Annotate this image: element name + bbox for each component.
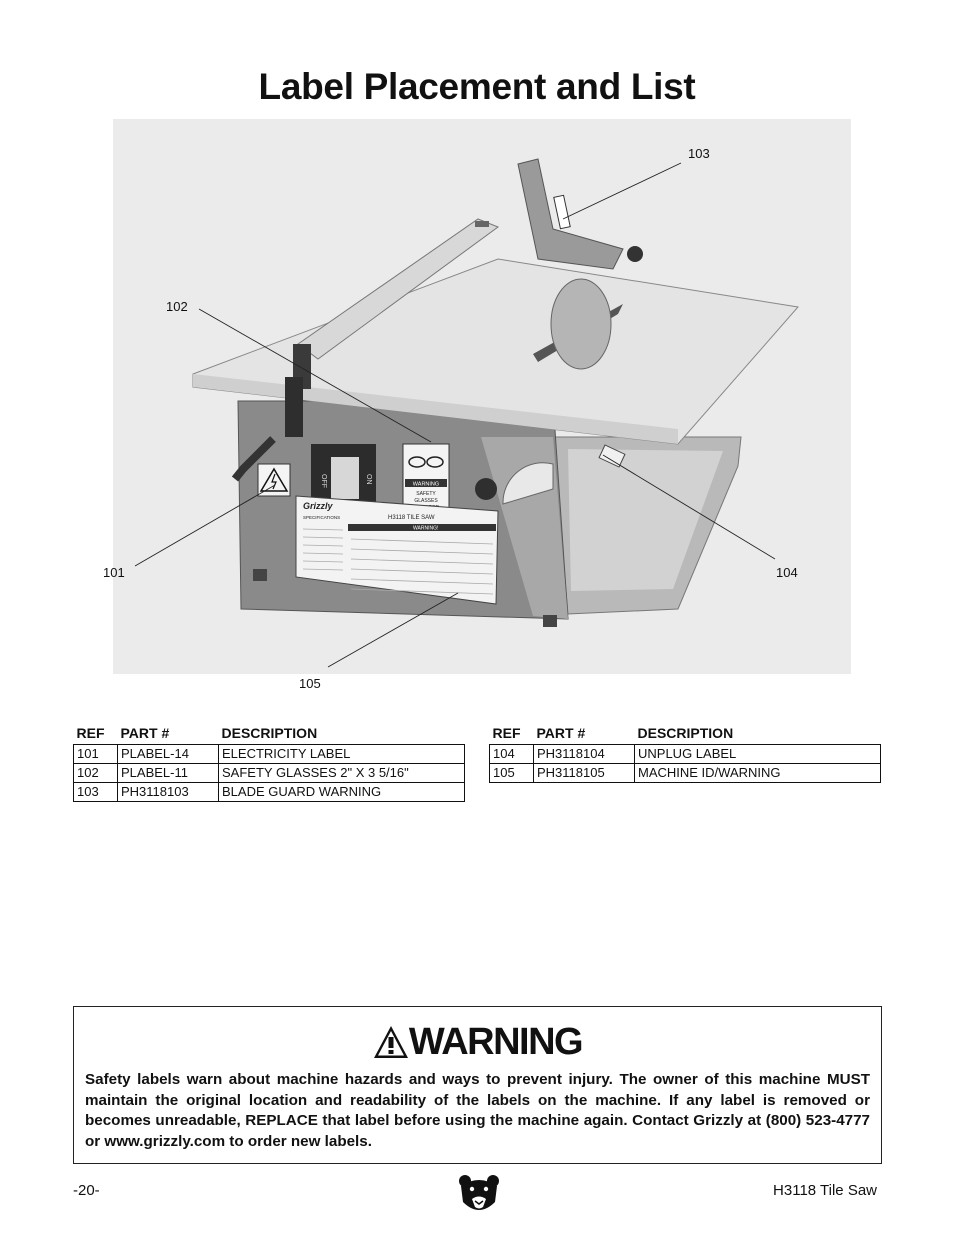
switch-on-text: ON xyxy=(365,474,372,485)
cell-ref: 105 xyxy=(490,763,534,782)
cell-part: PH3118104 xyxy=(534,744,635,763)
brand-text: Grizzly xyxy=(303,501,333,511)
col-header-part: PART # xyxy=(120,724,170,741)
cell-part: PH3118103 xyxy=(118,782,219,801)
warning-triangle-icon xyxy=(373,1025,409,1059)
tile-saw-illustration xyxy=(113,119,851,674)
callout-103: 103 xyxy=(688,146,710,161)
warning-box xyxy=(73,1006,882,1164)
specifications-text: SPECIFICATIONS xyxy=(303,515,341,520)
cell-ref: 102 xyxy=(74,763,118,782)
table-row xyxy=(490,744,881,763)
cell-description: MACHINE ID/WARNING xyxy=(635,763,881,782)
blade xyxy=(551,279,611,369)
glasses-line1-text: SAFETY xyxy=(416,491,436,497)
id-title-text: H3118 TILE SAW xyxy=(388,515,435,521)
grizzly-bear-logo-icon xyxy=(457,1172,501,1216)
table-row xyxy=(74,782,465,801)
glasses-warning-text: WARNING xyxy=(412,481,440,488)
cell-ref: 103 xyxy=(74,782,118,801)
model-name: H3118 Tile Saw xyxy=(773,1182,877,1199)
table-row xyxy=(74,744,465,763)
foot xyxy=(543,615,557,627)
callout-102: 102 xyxy=(166,299,188,314)
cell-description: BLADE GUARD WARNING xyxy=(219,782,465,801)
callout-105: 105 xyxy=(299,676,321,691)
guard-knob xyxy=(627,246,643,262)
switch-off-text: OFF xyxy=(320,474,327,488)
col-header-part: PART # xyxy=(536,724,586,741)
warning-heading-text: WARNING xyxy=(408,1021,583,1063)
cell-description: SAFETY GLASSES 2" X 3 5/16" xyxy=(219,763,465,782)
blade-guard-warning-label xyxy=(554,195,570,228)
table-row xyxy=(74,763,465,782)
glasses-line2-text: GLASSES xyxy=(414,498,438,504)
cell-part: PH3118105 xyxy=(534,763,635,782)
tile-saw-figure xyxy=(103,119,851,691)
cell-part: PLABEL-14 xyxy=(118,744,219,763)
cell-description: UNPLUG LABEL xyxy=(635,744,881,763)
blade-guard xyxy=(518,159,623,269)
col-header-description: DESCRIPTION xyxy=(221,724,318,741)
col-header-ref: REF xyxy=(492,724,521,741)
callout-104: 104 xyxy=(776,565,798,580)
page-number: -20- xyxy=(73,1182,100,1199)
callout-101: 101 xyxy=(103,565,125,580)
cell-description: ELECTRICITY LABEL xyxy=(219,744,465,763)
parts-table-left xyxy=(73,724,465,802)
cell-ref: 104 xyxy=(490,744,534,763)
id-warning-text: WARNING! xyxy=(413,525,439,532)
page-title: Label Placement and List xyxy=(258,66,696,107)
switch-rocker xyxy=(331,457,359,499)
col-header-description: DESCRIPTION xyxy=(637,724,734,741)
parts-table-right xyxy=(489,724,881,783)
col-header-ref: REF xyxy=(76,724,105,741)
fence-cap xyxy=(475,221,489,227)
tilt-knob xyxy=(475,478,497,500)
warning-body: Safety labels warn about machine hazards and ways to prevent injury. The owner of this machine MUST maintain the original location and readability of the labels on the machine. If any label is removed or becomes unreadable, REPLACE that label before using the machine again. Contact Grizzly at (800) 523-4777 or www.grizzly.com to order new labels. xyxy=(85,1071,870,1150)
foot xyxy=(253,569,267,581)
fence-lock-knob xyxy=(285,377,303,437)
table-row xyxy=(490,763,881,782)
cell-part: PLABEL-11 xyxy=(118,763,219,782)
warning-heading xyxy=(74,1021,881,1063)
cell-ref: 101 xyxy=(74,744,118,763)
